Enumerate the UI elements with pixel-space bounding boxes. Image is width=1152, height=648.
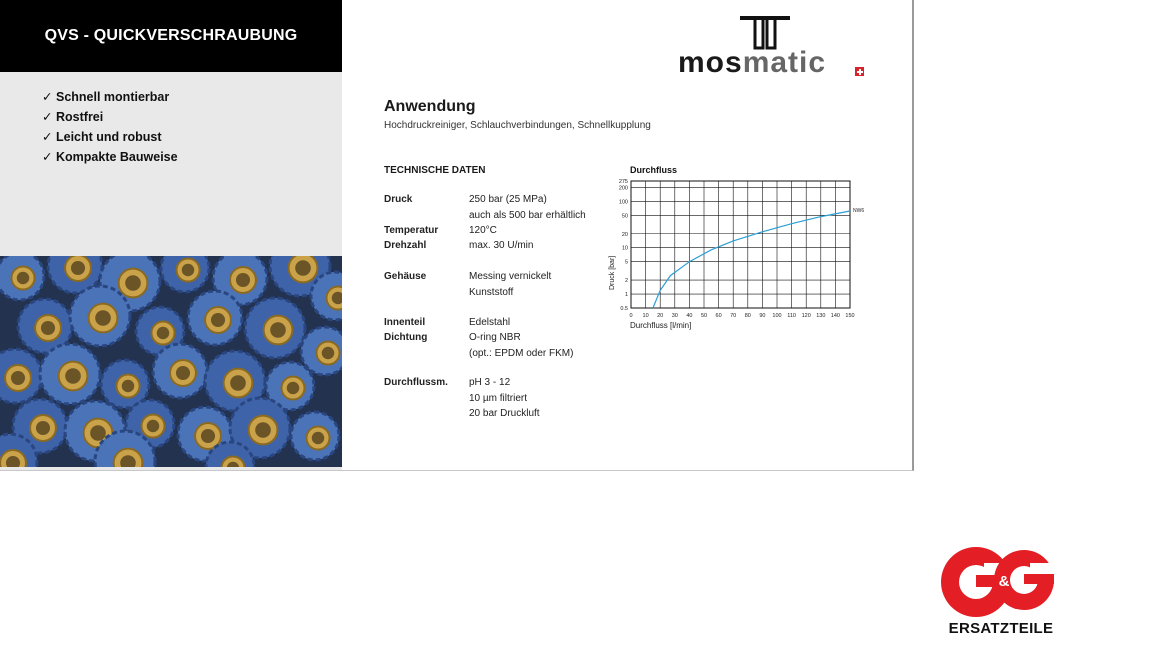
spec-value: Edelstahl <box>469 317 511 328</box>
feature-item: ✓ Leicht und robust <box>42 127 178 147</box>
check-icon: ✓ <box>42 150 53 164</box>
flow-chart <box>600 162 880 337</box>
x-tick-label: 30 <box>671 313 678 319</box>
spec-label: Drehzahl <box>384 240 427 251</box>
spec-label: Temperatur <box>384 225 439 236</box>
fittings-photo-illustration <box>0 256 342 467</box>
y-tick-label: 0.5 <box>620 306 628 312</box>
gg-ersatzteile-logo <box>940 544 1062 640</box>
plot-frame <box>631 181 850 308</box>
anwendung-text: Hochdruckreiniger, Schlauchverbindungen, Schnellkupplung <box>384 120 651 131</box>
feature-list <box>42 87 178 167</box>
left-panel <box>0 0 342 470</box>
x-tick-label: 150 <box>845 313 855 319</box>
y-tick-label: 1 <box>624 292 628 299</box>
x-tick-label: 70 <box>730 313 737 319</box>
spec-label: Dichtung <box>384 332 428 343</box>
check-icon: ✓ <box>42 110 53 124</box>
section-title-technische-daten: TECHNISCHE DATEN <box>384 165 486 176</box>
series-label: NW6 <box>853 207 865 214</box>
x-tick-label: 60 <box>715 313 722 319</box>
feature-item: ✓ Kompakte Bauweise <box>42 147 178 167</box>
y-tick-label: 275 <box>618 179 628 185</box>
chart-title: Durchfluss <box>630 165 678 175</box>
spec-label: Innenteil <box>384 317 426 328</box>
x-tick-label: 10 <box>642 313 649 319</box>
y-axis-label: Druck [bar] <box>609 255 616 290</box>
x-tick-label: 130 <box>816 313 826 319</box>
spec-label: Druck <box>384 194 413 205</box>
y-tick-label: 10 <box>621 245 628 252</box>
swiss-flag-icon <box>855 67 864 76</box>
x-tick-label: 0 <box>629 313 633 319</box>
y-tick-label: 5 <box>624 259 628 266</box>
check-icon: ✓ <box>42 90 53 104</box>
spec-value: 120°C <box>469 225 497 236</box>
feature-item: ✓ Rostfrei <box>42 107 178 127</box>
spec-value: pH 3 - 12 10 µm filtriert 20 bar Druckluft <box>469 377 540 419</box>
product-title-bar <box>0 0 342 72</box>
gg-logo-mark-icon <box>940 544 1062 620</box>
x-axis-label: Durchfluss [l/min] <box>630 321 692 330</box>
spec-label: Gehäuse <box>384 271 427 282</box>
y-tick-label: 200 <box>618 185 628 192</box>
x-tick-label: 110 <box>787 313 796 319</box>
x-tick-label: 20 <box>657 313 664 319</box>
spec-label: Durchflussm. <box>384 377 448 388</box>
check-icon: ✓ <box>42 130 53 144</box>
spec-value: max. 30 U/min <box>469 240 534 251</box>
y-tick-label: 20 <box>621 231 628 238</box>
product-title: QVS - QUICKVERSCHRAUBUNG <box>44 27 298 44</box>
x-tick-label: 80 <box>744 313 751 319</box>
x-tick-label: 140 <box>830 313 840 319</box>
x-tick-label: 50 <box>700 313 708 319</box>
section-title-anwendung: Anwendung <box>384 98 476 115</box>
spec-value: O-ring NBR (opt.: EPDM oder FKM) <box>469 332 574 359</box>
series-line-nw6 <box>653 211 850 308</box>
y-tick-label: 50 <box>621 213 628 220</box>
x-tick-label: 120 <box>801 313 811 319</box>
spec-value: 250 bar (25 MPa) auch als 500 bar erhältlich <box>469 194 586 221</box>
feature-item: ✓ Schnell montierbar <box>42 87 178 107</box>
logo-text: ERSATZTEILE <box>948 620 1054 637</box>
mosmatic-logo <box>678 16 868 80</box>
spec-value: Messing vernickelt Kunststoff <box>469 271 552 298</box>
y-tick-label: 100 <box>618 199 628 206</box>
x-tick-label: 40 <box>686 313 693 319</box>
x-tick-label: 100 <box>772 313 782 319</box>
product-photo <box>0 256 342 467</box>
brand-wordmark: mosmatic <box>678 46 827 79</box>
x-tick-label: 90 <box>759 313 766 319</box>
svg-text:&: & <box>998 573 1010 590</box>
y-tick-label: 2 <box>624 278 628 285</box>
